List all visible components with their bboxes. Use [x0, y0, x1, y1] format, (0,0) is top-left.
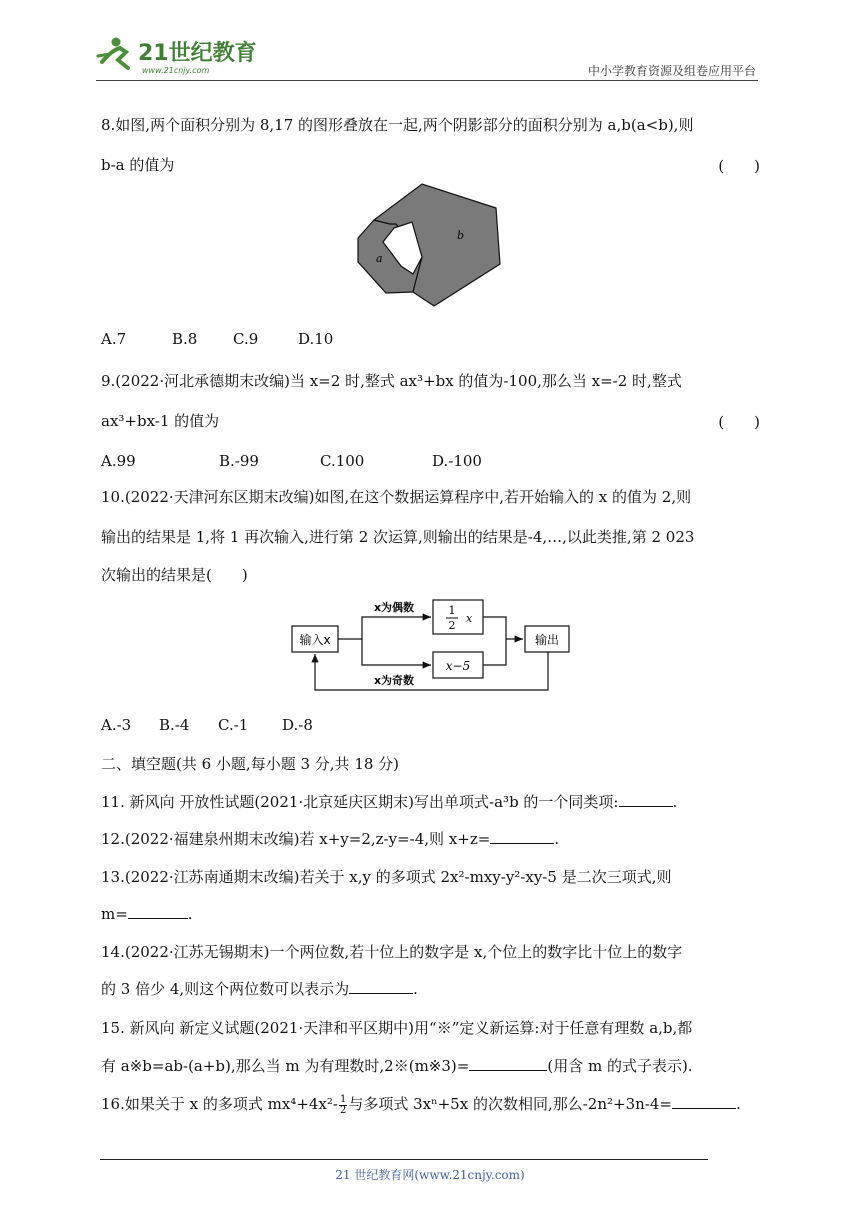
- q8-answer-paren: ( ): [718, 157, 760, 175]
- q11-blank[interactable]: [619, 792, 673, 807]
- header-platform-name: 中小学教育资源及组卷应用平台: [587, 64, 756, 78]
- q10-option-b: B.-4: [159, 716, 190, 734]
- q10-option-c: C.-1: [218, 716, 249, 734]
- q10-option-a: A.-3: [101, 716, 132, 734]
- q16: 16.如果关于 x 的多项式 mx⁴+4x²- $\frac{1}{2}$ 与多项式 3xⁿ+5x 的次数相同,那么-2n²+3n-4= .: [101, 1093, 741, 1116]
- q8-option-c: C.9: [233, 330, 259, 348]
- q9-answer-paren: ( ): [718, 413, 760, 431]
- q13-line2: m= .: [101, 905, 193, 923]
- q12-blank[interactable]: [490, 829, 554, 844]
- logo-url: www.21cnjy.com: [142, 66, 210, 75]
- q8-option-a: A.7: [101, 330, 127, 348]
- section2-heading: 二、填空题(共 6 小题,每小题 3 分,共 18 分): [101, 755, 400, 773]
- q15-line1: 15. 新风向 新定义试题(2021·天津和平区期中)用“※”定义新运算:对于任意有理数 a,b,都: [101, 1019, 693, 1037]
- half-denominator: 2: [448, 619, 456, 632]
- odd-label: x为奇数: [373, 674, 415, 687]
- q14-blank[interactable]: [349, 979, 413, 994]
- q9-line1: 9.(2022·河北承德期末改编)当 x=2 时,整式 ax³+bx 的值为-100,那么当 x=-2 时,整式: [101, 372, 682, 390]
- q8-overlap-figure: [356, 182, 504, 308]
- q9-option-a: A.99: [101, 452, 136, 470]
- label-b: b: [457, 229, 465, 242]
- q9-option-b: B.-99: [219, 452, 259, 470]
- site-logo: [96, 32, 266, 76]
- header-divider: [96, 80, 758, 81]
- q8-option-d: D.10: [298, 330, 334, 348]
- q9-option-d: D.-100: [432, 452, 482, 470]
- q12: 12.(2022·福建泉州期末改编)若 x+y=2,z-y=-4,则 x+z= .: [101, 830, 560, 848]
- minus-label: x−5: [445, 659, 471, 673]
- half-box: [433, 600, 483, 634]
- footer-text: 21 世纪教育网(www.21cnjy.com): [335, 1168, 525, 1182]
- q15-blank[interactable]: [469, 1056, 547, 1071]
- q15-line2: 有 a※b=ab-(a+b),那么当 m 为有理数时,2※(m※3)= (用含 m 的式子表示).: [101, 1057, 693, 1075]
- half-numerator: 1: [448, 604, 456, 617]
- q10-flowchart: [286, 594, 576, 694]
- label-a: a: [376, 252, 383, 265]
- q10-line3: 次输出的结果是( ): [101, 566, 248, 584]
- input-label: 输入x: [299, 633, 331, 647]
- q16-fraction: $\frac{1}{2}$: [339, 1093, 347, 1116]
- q13-blank[interactable]: [128, 904, 188, 919]
- footer-divider: [100, 1159, 708, 1160]
- q9-line2: ax³+bx-1 的值为: [101, 412, 220, 430]
- q8-line2: b-a 的值为: [101, 156, 175, 174]
- logo-text: 21世纪教育: [138, 41, 257, 66]
- q8-option-b: B.8: [172, 330, 198, 348]
- q10-option-d: D.-8: [282, 716, 313, 734]
- q9-option-c: C.100: [320, 452, 365, 470]
- q14-line1: 14.(2022·江苏无锡期末)一个两位数,若十位上的数字是 x,个位上的数字比十位上的数字: [101, 943, 683, 961]
- half-variable: x: [466, 612, 473, 625]
- q13-line1: 13.(2022·江苏南通期末改编)若关于 x,y 的多项式 2x²-mxy-y²-xy-5 是二次三项式,则: [101, 868, 672, 886]
- q14-line2: 的 3 倍少 4,则这个两位数可以表示为 .: [101, 980, 418, 998]
- output-label: 输出: [534, 633, 560, 647]
- q11: 11. 新风向 开放性试题(2021·北京延庆区期末)写出单项式-a³b 的一个同类项: .: [101, 793, 678, 811]
- even-label: x为偶数: [373, 601, 415, 614]
- q10-line1: 10.(2022·天津河东区期末改编)如图,在这个数据运算程序中,若开始输入的 x 的值为 2,则: [101, 488, 692, 506]
- q10-line2: 输出的结果是 1,将 1 再次输入,进行第 2 次运算,则输出的结果是-4,…,以此类推,第 2 023: [101, 528, 695, 546]
- q16-blank[interactable]: [672, 1094, 736, 1109]
- q8-line1: 8.如图,两个面积分别为 8,17 的图形叠放在一起,两个阴影部分的面积分别为 a,b(a<b),则: [101, 116, 694, 134]
